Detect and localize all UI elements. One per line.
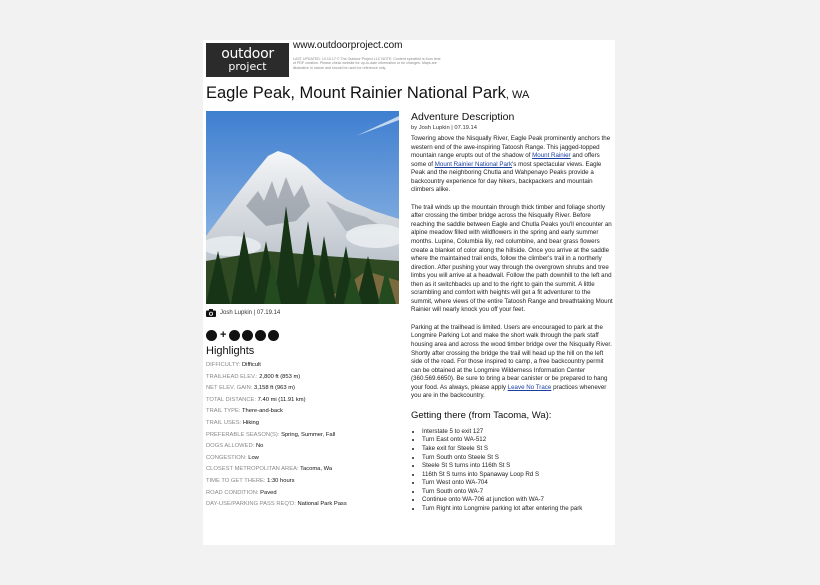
adventure-column: [411, 111, 613, 513]
logo-line2: project: [228, 60, 267, 73]
highlight-value: Low: [248, 454, 259, 461]
direction-step: • Turn Right into Longmire parking lot after entering the park: [422, 505, 613, 514]
direction-step: • Take exit for Steele St S: [422, 445, 613, 454]
highlight-key: PREFERABLE SEASON(S):: [206, 431, 280, 438]
plus-icon: +: [220, 329, 227, 341]
mountain-photo: [206, 111, 399, 304]
p3-text-a: Parking at the trailhead is limited. Users are encouraged to park at the Longmire Parking Lot and make the short walk through the park staff housing area and across the wood timber bridge over the Nisqually River. Shortly after crossing the bridge the trail will head up the hill on the left side of the road. For those inspired to camp, a free backcountry permit can be obtained at the Longmire Wilderness Information Center (360.569.6650). Be sure to bring a bear canister or be prepared to hang your food. As always, please apply: [411, 323, 612, 391]
highlight-key: TOTAL DISTANCE:: [206, 396, 257, 403]
highlight-key: DOGS ALLOWED:: [206, 443, 255, 450]
highlight-key: DIFFICULTY:: [206, 362, 241, 368]
highlight-row: [206, 372, 396, 384]
highlight-value: 1:30 hours: [267, 477, 295, 484]
directions-list: [411, 428, 613, 513]
highlight-key: TRAILHEAD ELEV.:: [206, 373, 258, 380]
highlight-row: [206, 395, 396, 407]
highlight-value: 3,158 ft (963 m): [254, 385, 295, 392]
highlight-key: CONGESTION:: [206, 454, 247, 461]
title-state: , WA: [505, 89, 530, 101]
description-paragraph-2: The trail winds up the mountain through thick timber and foliage shortly after crossing the timber bridge across the Nisqually River. Before reaching the saddle between Eagle and Chutla Peaks you'll encounter an alpine meadow filled with wildflowers in the spring and early summer months. Lupine, Columbia lily, red columbine, and bear grass flowers create a blanket of color along the hillside. Once you arrive at the saddle where the maintained trail ends, follow the climber's trail in a northerly direction. After pushing your way through the overgrown shrubs and tree limbs you will arrive at a headwall. Follow the path downhill to the left and then as it switchbacks up and to the right to gain the summit. A little scrambling and comfort with heights will get a fit adventurer to the summit, where views of the entire Tatoosh Range and breathtaking Mount Rainier will nearly knock you off your feet.: [411, 203, 613, 314]
highlight-value: Difficult: [241, 362, 261, 368]
direction-step: • Turn South onto Steele St S: [422, 454, 613, 463]
photo-credit-text: Josh Lupkin | 07.19.14: [220, 310, 281, 316]
highlight-row: [206, 499, 396, 511]
highlight-value: There-and-back: [242, 408, 283, 415]
direction-step: • Interstate 5 to exit 127: [422, 428, 613, 437]
highlight-key: CLOSEST METROPOLITAN AREA:: [206, 466, 299, 473]
highlight-key: TIME TO GET THERE:: [206, 477, 266, 484]
p1-text-c: 's most spectacular views. Eagle Peak and the neighboring Chutla and Wahpenayo Peaks provide a backcountry experience for day hikers, backpackers and mountain climbers alike.: [411, 160, 602, 194]
highlight-value: Tacoma, Wa: [300, 466, 333, 473]
camera-icon: [206, 309, 216, 317]
leave-no-trace-link[interactable]: Leave No Trace: [507, 383, 552, 391]
highlight-value: Hiking: [242, 419, 259, 426]
photo-credit: [206, 309, 280, 317]
highlight-row: [206, 464, 396, 476]
highlight-key: ROAD CONDITION:: [206, 489, 259, 496]
direction-step: • Turn East onto WA-512: [422, 436, 613, 445]
highlight-value: National Park Pass: [297, 501, 347, 508]
highlight-value: 7.40 mi (11.91 km): [257, 396, 306, 403]
activity-icons: [206, 330, 279, 341]
highlight-row: [206, 441, 396, 453]
snow-icon: [268, 330, 279, 341]
highlight-key: TRAIL USES:: [206, 419, 242, 426]
camping-icon: [255, 330, 266, 341]
highlight-key: NET ELEV. GAIN:: [206, 385, 253, 392]
highlight-row: [206, 418, 396, 430]
p3-text-b: practices whenever you are in the backcountry.: [411, 383, 607, 400]
page-title: [206, 84, 529, 103]
p1-text-b: and offers some of: [411, 152, 600, 168]
update-notice: LAST UPDATED: 10.10.17 © The Outdoor Project LLC NOTE: Content specified is from time of PDF creation. Please check website for up-to-date information or for changes. Maps are illustrative in nature and should be used for reference only.: [293, 57, 441, 70]
highlight-key: DAY-USE/PARKING PASS REQ'D:: [206, 501, 296, 508]
outdoor-project-logo[interactable]: [206, 43, 289, 77]
adventure-byline: by Josh Lupkin | 07.19.14: [411, 125, 477, 131]
wildflowers-icon: [242, 330, 253, 341]
highlight-row: [206, 488, 396, 500]
p1-text-a: Towering above the Nisqually River, Eagle Peak prominently anchors the western end of the awe-inspiring Tatoosh Range. This jagged-topped mountain range erupts out of the shadow of: [411, 135, 611, 160]
highlight-value: 2,800 ft (853 m): [259, 373, 301, 380]
highlight-row: [206, 430, 396, 442]
highlight-value: Spring, Summer, Fall: [281, 431, 336, 438]
direction-step: • Steele St S turns into 116th St S: [422, 462, 613, 471]
highlights-list: [206, 360, 396, 511]
title-main: Eagle Peak, Mount Rainier National Park: [206, 84, 506, 102]
direction-step: • 116th St S turns into Spanaway Loop Rd S: [422, 471, 613, 480]
getting-there-heading: Getting there (from Tacoma, Wa):: [411, 409, 552, 421]
adventure-heading: Adventure Description: [411, 111, 515, 123]
hiking-icon: [206, 330, 217, 341]
mount-rainier-np-link[interactable]: Mount Rainier National Park: [434, 160, 513, 168]
highlight-value: No: [255, 443, 264, 450]
direction-step: • Turn West onto WA-704: [422, 479, 613, 488]
highlight-key: TRAIL TYPE:: [206, 408, 241, 415]
highlight-row: [206, 453, 396, 465]
highlight-value: Paved: [260, 489, 277, 496]
description-paragraph-3: [411, 324, 613, 401]
logo-line1: outdoor: [221, 46, 274, 62]
description-paragraph-1: [411, 135, 613, 195]
direction-step: • Turn South onto WA-7: [422, 488, 613, 497]
direction-step: • Continue onto WA-706 at junction with WA-7: [422, 496, 613, 505]
site-url[interactable]: www.outdoorproject.com: [293, 40, 403, 51]
mount-rainier-link[interactable]: Mount Rainier: [532, 152, 571, 160]
pdf-page: [203, 40, 615, 545]
highlight-row: [206, 406, 396, 418]
highlights-heading: Highlights: [206, 345, 255, 357]
backpacking-icon: [229, 330, 240, 341]
highlight-row: [206, 360, 396, 372]
highlight-row: [206, 383, 396, 395]
highlight-row: [206, 476, 396, 488]
